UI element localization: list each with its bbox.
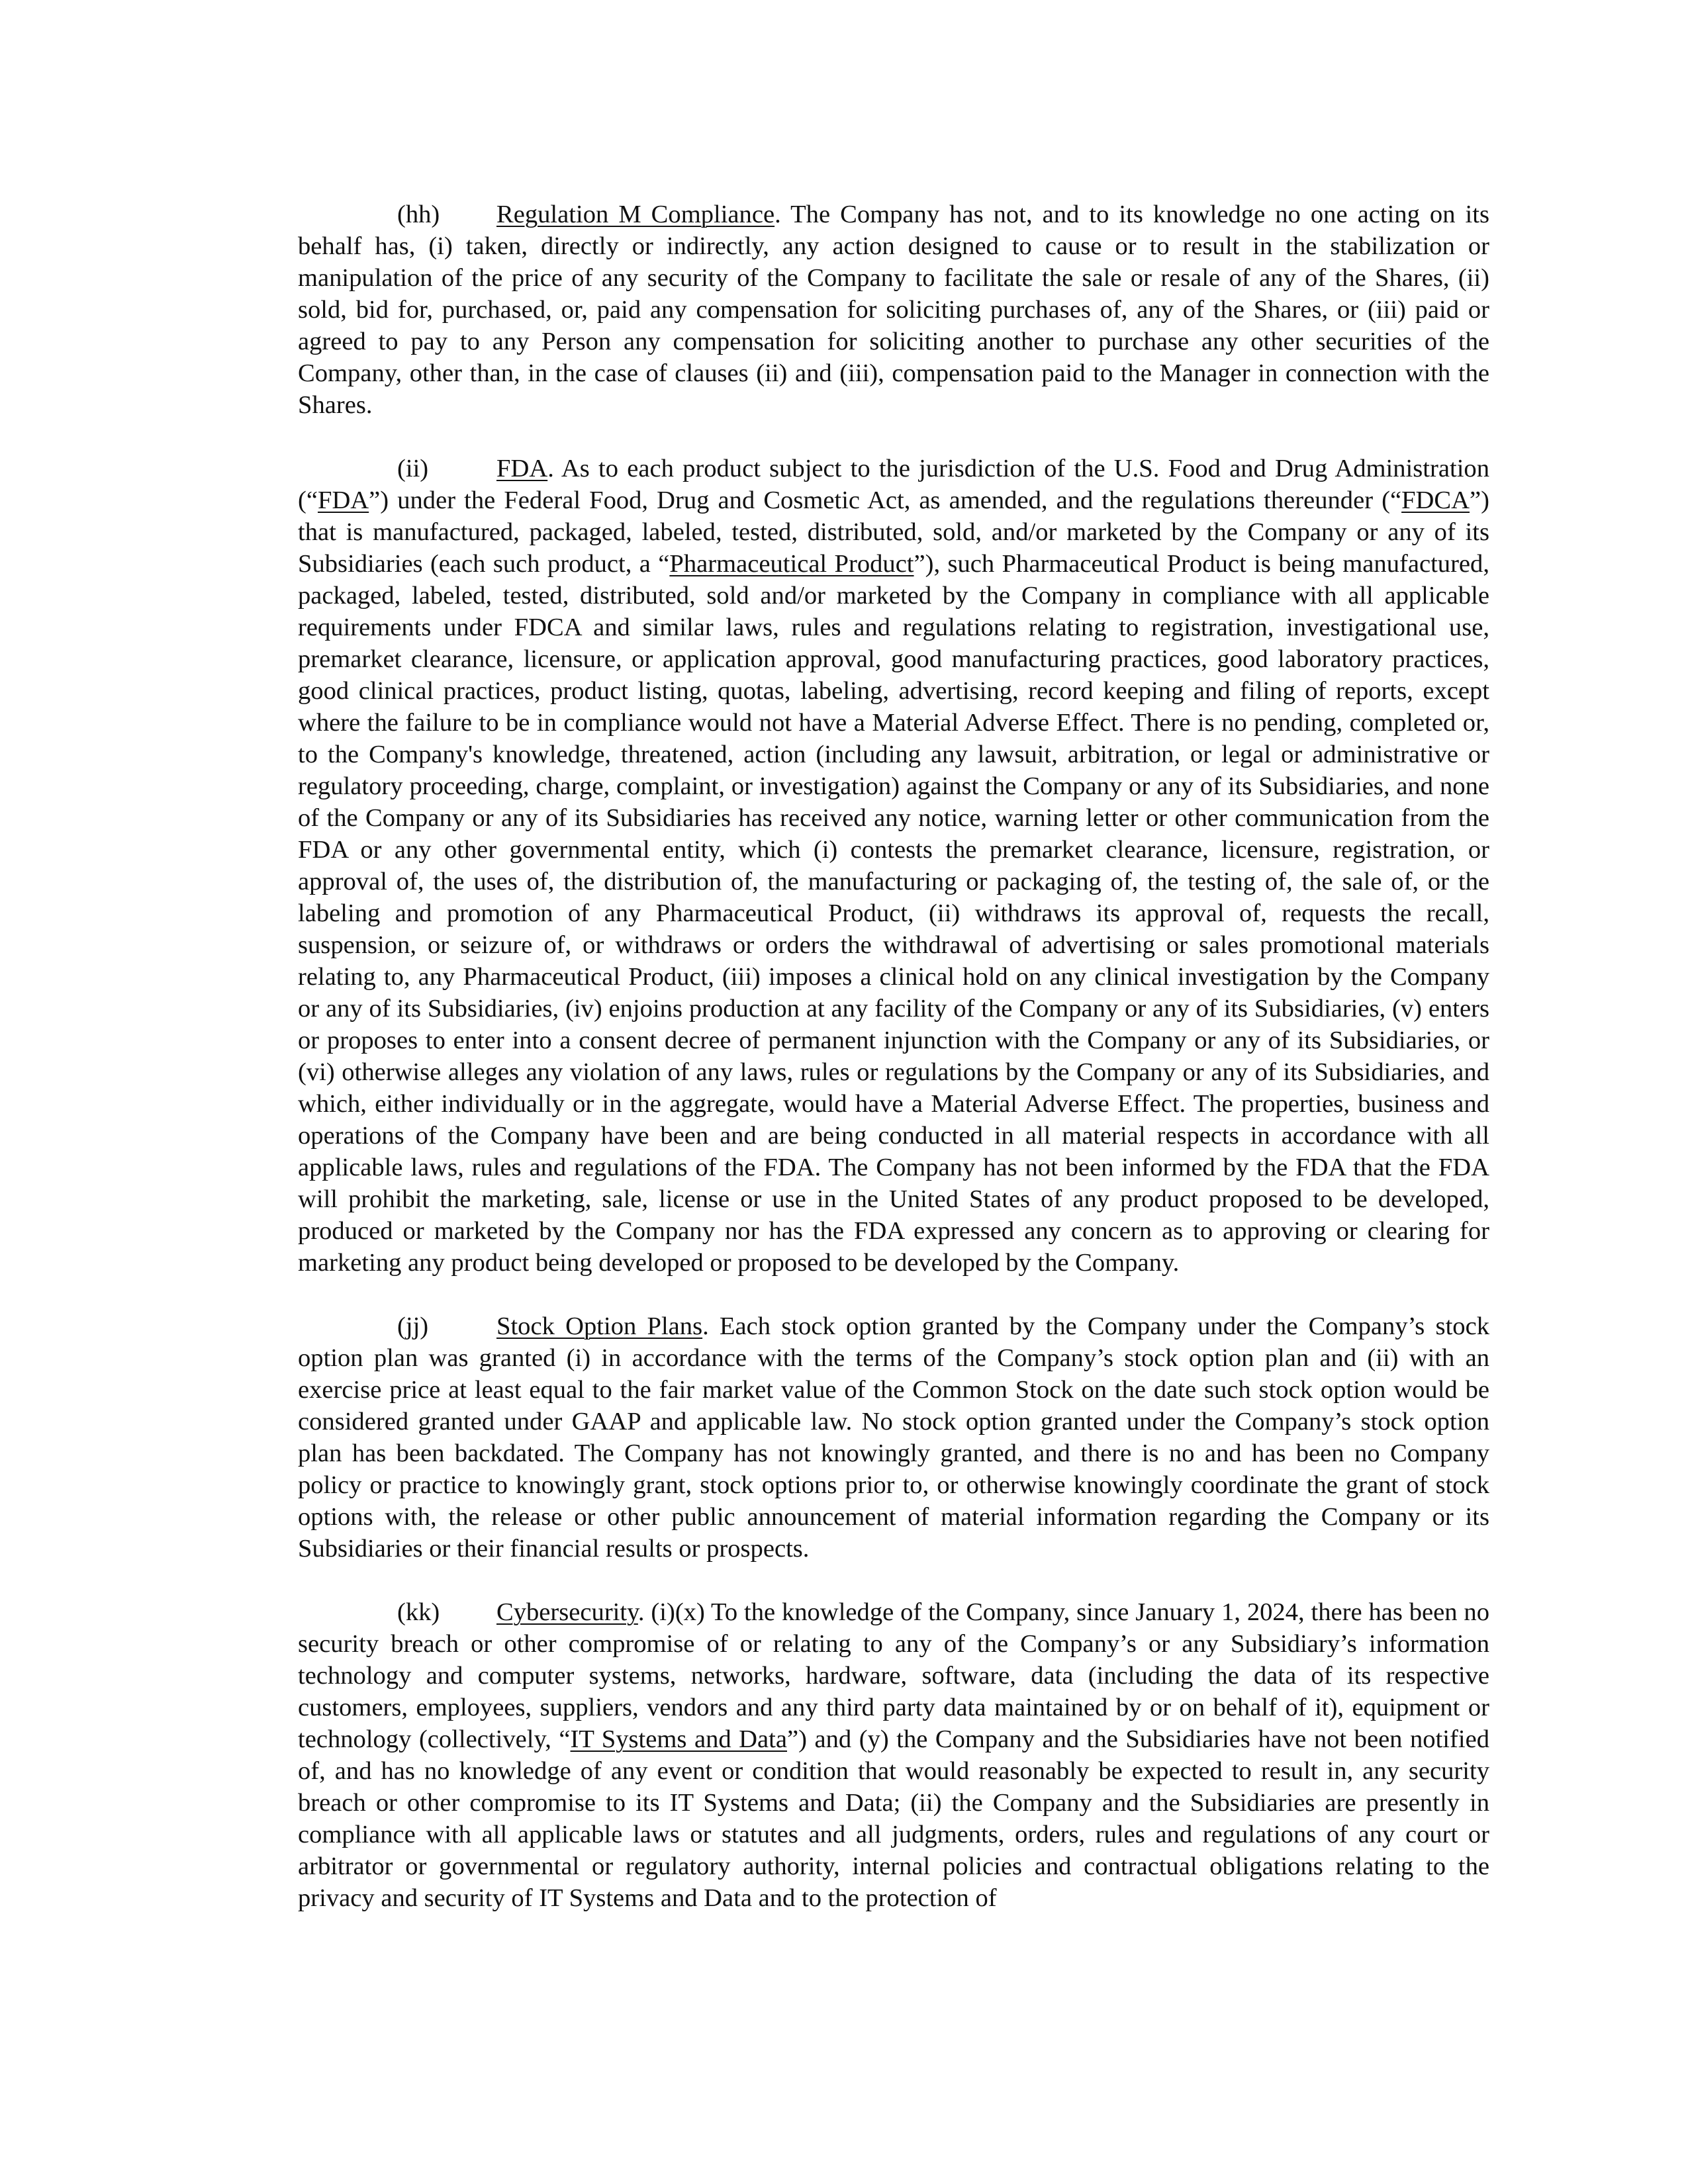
- section-number: (hh): [397, 201, 440, 228]
- section-ii: [298, 453, 1489, 1279]
- section-body: . The Company has not, and to its knowledge no one acting on its behalf has, (i) taken, directly or indirectly, any action designed to cause or to result in the stabilization or manipulation of the price of any security of the Company to facilitate the sale or resale of any of the Shares, (ii) sold, bid for, purchased, or, paid any compensation for soliciting purchases of, any of the Shares, or (iii) paid or agreed to pay to any Person any compensation for soliciting another to purchase any other securities of the Company, other than, in the case of clauses (ii) and (iii), compensation paid to the Manager in connection with the Shares.: [298, 201, 1489, 419]
- section-body-part: ”), such Pharmaceutical Product is being manufactured, packaged, labeled, tested, distributed, sold and/or marketed by the Company in compliance with all applicable requirements under FDCA and similar laws, rules and regulations relating to registration, investigational use, premarket clearance, licensure, or application approval, good manufacturing practices, good laboratory practices, good clinical practices, product listing, quotas, labeling, advertising, record keeping and filing of reports, except where the failure to be in compliance would not have a Material Adverse Effect. There is no pending, completed or, to the Company's knowledge, threatened, action (including any lawsuit, arbitration, or legal or administrative or regulatory proceeding, charge, complaint, or investigation) against the Company or any of its Subsidiaries, and none of the Company or any of its Subsidiaries has received any notice, warning letter or other communication from the FDA or any other governmental entity, which (i) contests the premarket clearance, licensure, registration, or approval of, the uses of, the distribution of, the manufacturing or packaging of, the testing of, the sale of, or the labeling and promotion of any Pharmaceutical Product, (ii) withdraws its approval of, requests the recall, suspension, or seizure of, or withdraws or orders the withdrawal of advertising or sales promotional materials relating to, any Pharmaceutical Product, (iii) imposes a clinical hold on any clinical investigation by the Company or any of its Subsidiaries, (iv) enjoins production at any facility of the Company or any of its Subsidiaries, (v) enters or proposes to enter into a consent decree of permanent injunction with the Company or any of its Subsidiaries, or (vi) otherwise alleges any violation of any laws, rules or regulations by the Company or any of its Subsidiaries, and which, either individually or in the aggregate, would have a Material Adverse Effect. The properties, business and operations of the Company have been and are being conducted in all material respects in accordance with all applicable laws, rules and regulations of the FDA. The Company has not been informed by the FDA that the FDA will prohibit the marketing, sale, license or use in the United States of any product proposed to be developed, produced or marketed by the Company nor has the FDA expressed any concern as to approving or clearing for marketing any product being developed or proposed to be developed by the Company.: [298, 550, 1489, 1277]
- section-body-part: . (i)(x) To the knowledge of the Company, since January 1, 2024, there has been no security breach or other compromise of or relating to any of the Company’s or any Subsidiary’s information technology and computer systems, networks, hardware, software, data (including the data of its respective customers, employees, suppliers, vendors and any third party data maintained by or on behalf of it), equipment or technology (collectively, “: [298, 1598, 1489, 1753]
- section-heading: FDA: [496, 455, 548, 482]
- defined-term: FDA: [317, 486, 369, 514]
- section-number: (ii): [397, 455, 429, 482]
- section-body-part: ”) under the Federal Food, Drug and Cosmetic Act, as amended, and the regulations thereunder (“: [369, 486, 1402, 514]
- defined-term: IT Systems and Data: [570, 1725, 787, 1753]
- section-heading: Regulation M Compliance: [496, 201, 775, 228]
- document-page: [298, 199, 1489, 1914]
- section-hh: [298, 199, 1489, 421]
- section-body-part: ”) that is manufactured, packaged, labeled, tested, distributed, sold, and/or marketed by the Company or any of its Subsidiaries (each such product, a “: [298, 486, 1489, 578]
- section-kk: [298, 1596, 1489, 1914]
- defined-term: Pharmaceutical Product: [669, 550, 914, 578]
- section-jj: [298, 1310, 1489, 1565]
- section-body-part: ”) and (y) the Company and the Subsidiaries have not been notified of, and has no knowledge of any event or condition that would reasonably be expected to result in, any security breach or other compromise to its IT Systems and Data; (ii) the Company and the Subsidiaries are presently in compliance with all applicable laws or statutes and all judgments, orders, rules and regulations of any court or arbitrator or governmental or regulatory authority, internal policies and contractual obligations relating to the privacy and security of IT Systems and Data and to the protection of: [298, 1725, 1489, 1912]
- section-heading: Cybersecurity: [496, 1598, 638, 1626]
- section-number: (jj): [397, 1312, 429, 1340]
- section-body: . Each stock option granted by the Company under the Company’s stock option plan was granted (i) in accordance with the terms of the Company’s stock option plan and (ii) with an exercise price at least equal to the fair market value of the Common Stock on the date such stock option would be considered granted under GAAP and applicable law. No stock option granted under the Company’s stock option plan has been backdated. The Company has not knowingly granted, and there is no and has been no Company policy or practice to knowingly grant, stock options prior to, or otherwise knowingly coordinate the grant of stock options with, the release or other public announcement of material information regarding the Company or its Subsidiaries or their financial results or prospects.: [298, 1312, 1489, 1563]
- section-heading: Stock Option Plans: [496, 1312, 703, 1340]
- section-body-part: . As to each product subject to the jurisdiction of the U.S. Food and Drug Administration (“: [298, 455, 1489, 514]
- defined-term: FDCA: [1401, 486, 1470, 514]
- section-number: (kk): [397, 1598, 440, 1626]
